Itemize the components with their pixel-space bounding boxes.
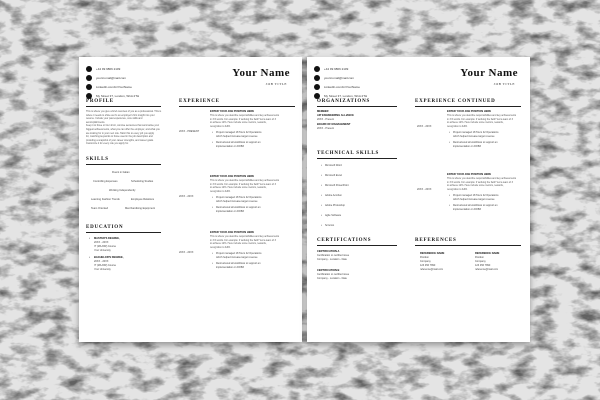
contact-email: yourcv.mail@mail.com [96,76,126,80]
job-title: ENTER YOUR JOB POSITION HERE [210,110,255,113]
org-dates: 20XX - Present [317,118,334,121]
tech-skill-item: • Microsoft PowerPoint [325,184,349,187]
reference-company: Company [420,260,431,263]
education-dates: 20XX - 20XX [94,241,109,244]
linkedin-icon [86,84,92,90]
job-bullet: • Project managed 18 Tours 42 Operations [453,194,499,197]
skill-item: Learning Fashion Trends [91,198,120,201]
certifications-heading: CERTIFICATIONS [317,238,372,243]
reference-company: Company [475,260,486,263]
tech-skill-item: • Microsoft Word [325,164,342,167]
job-bullet: • Restructured all workflows to support an [453,141,497,144]
skills-rule [86,164,161,165]
skill-item: Controlling Expenses [93,180,118,183]
skill-item: Fluent in Italian [112,171,130,174]
cert-name: CERTIFICATION A [317,250,340,253]
job-bullet: • Restructured all workflows to support an [216,206,260,209]
education-degree: • BACHELOR'S DEGREE, [94,256,123,260]
skill-item: Team Oriented [91,207,109,210]
job-bullet-cont: which helped increase target revenue [216,200,258,203]
job-title: ENTER YOUR JOB POSITION HERE [210,231,255,234]
education-school: Your University [94,268,111,271]
job-bullet: • Project managed 18 Tours 42 Operations [216,196,262,199]
education-field: IT (MAJOR) Course [94,245,117,248]
job-bullet-cont: implementation on DOB3 [216,266,244,269]
tech-skill-item: • Agile Software [325,214,341,217]
phone-icon [314,66,320,72]
contact-linkedin: LinkedIn.com/in/YourName [96,85,132,89]
job-description: This is where you describe responsibilities and key achievements in 3-5 words. For example: if working the field? led a team of 3 to achieve 12%. Here include some metrics, rewards, recognition to fulfill. [210,235,280,249]
resume-name: Your Name [460,67,518,79]
phone-icon [86,66,92,72]
tech-skill-item: • Scrumio [325,224,334,227]
technical-skills-rule [317,158,397,159]
job-title: ENTER YOUR JOB POSITION HERE [447,110,492,113]
experience-rule [179,106,295,107]
job-dates: 20XX - 20XX [179,195,194,198]
job-title: ENTER YOUR JOB POSITION HERE [447,173,492,176]
job-dates: 20XX - PRESENT [179,130,200,133]
references-rule [415,245,521,246]
job-bullet-cont: which helped increase target revenue [453,198,495,201]
job-bullet-cont: which helped increase target revenue [453,135,495,138]
job-title: ENTER YOUR JOB POSITION HERE [210,175,255,178]
job-bullet: • Restructured all workflows to support an [453,204,497,207]
contact-block [314,65,367,101]
job-bullet: • Restructured all workflows to support an [216,262,260,265]
org-name: MEMBER [317,110,329,113]
job-bullet: • Restructured all workflows to support an [216,141,260,144]
job-dates: 20XX - 20XX [179,251,194,254]
references-heading: REFERENCES [415,238,457,243]
experience-heading: EXPERIENCE [179,99,220,104]
reference-position: Position [420,256,429,259]
resume-page-1 [79,57,302,342]
job-bullet-cont: implementation on DOB3 [453,145,481,148]
tech-skill-item: • Microsoft Excel [325,174,342,177]
profile-text: This is where you give a brief overview of you as a professional. This is where it needs to shine as it's an employer's first insight into your resume. Include your past experience, core skills and accomplishments. Keep it to three or four short, concise sentences that summarise your biggest achievements, what you can offer the employer, and what you are looking for in your next role. Tailor this to every job you apply for, matching keywords to those used in the job description and providing a snapshot of your career strengths, and career goals. Customize it for every role you apply for. [86,110,162,146]
job-bullet: • Project managed 18 Tours 42 Operations [453,131,499,134]
certifications-rule [317,245,397,246]
job-bullet-cont: which helped increase target revenue [216,135,258,138]
cert-name: CERTIFICATION B [317,269,340,272]
skill-item: Employee Relations [131,198,155,201]
job-description: This is where you describe responsibilities and key achievements in 3-5 words. For example: if working the field? led a team of 3 to achieve 12%. Here include some metrics, rewards, recognition to fulfill. [210,114,280,128]
cert-org: Certification or certified issue [317,254,350,257]
skills-heading: SKILLS [86,157,109,162]
job-bullet: • Project managed 18 Tours 42 Operations [216,131,262,134]
skill-item: Scheduling Studies [131,180,154,183]
job-dates: 20XX - 20XX [417,188,432,191]
job-bullet-cont: implementation on DOB3 [453,208,481,211]
contact-address: My Street 37, London, W1A 2TH [96,94,140,98]
contact-phone: +44 99 9866 2109 [324,67,349,71]
tech-skill-item: • Adobe Acrobat [325,194,341,197]
cert-org: Certification or certified issue [317,273,350,276]
contact-phone: +44 99 9866 2109 [96,67,121,71]
cert-meta: Company - Location - Date [317,277,347,280]
resume-job-title: JOB TITLE [265,82,287,86]
education-degree: • MASTER'S DEGREE, [94,237,120,241]
job-description: This is where you describe responsibilities and key achievements in 3-5 words. For example: if working the field? led a team of 3 to achieve 12%. Here include some metrics, rewards, recognition to fulfill. [447,177,517,191]
technical-skills-heading: TECHNICAL SKILLS [317,151,380,156]
experience-continued-heading: EXPERIENCE CONTINUED [415,99,496,104]
reference-phone: 123 456 7890 [420,264,436,267]
education-dates: 20XX - 20XX [94,260,109,263]
resume-page-2 [307,57,530,342]
org-name: BOARD OF MANAGEMENT [317,123,351,126]
skill-item: Merchandising Equipment [125,207,155,210]
job-bullet-cont: which helped increase target revenue [216,256,258,259]
education-heading: EDUCATION [86,225,124,230]
mail-icon [314,75,320,81]
job-bullet: • Project managed 18 Tours 42 Operations [216,252,262,255]
linkedin-icon [314,84,320,90]
education-rule [86,232,161,233]
contact-linkedin: LinkedIn.com/in/YourName [324,85,360,89]
org-dates: 20XX - Present [317,127,334,130]
organizations-rule [317,106,397,107]
job-bullet-cont: implementation on DOB3 [216,145,244,148]
organizations-heading: ORGANIZATIONS [317,99,371,104]
job-description: This is where you describe responsibilities and key achievements in 3-5 words. For example: if working the field? led a team of 3 to achieve 12%. Here include some metrics, rewards, recognition to fulfill. [210,179,280,193]
reference-name: REFERENCE NAME [420,252,445,255]
job-dates: 20XX - 20XX [417,125,432,128]
experience-continued-rule [415,106,521,107]
reference-email: reference@mail.com [420,268,444,271]
profile-rule [86,106,161,107]
org-sub: AIP ENGINEERING ALLIANCE [317,114,354,117]
contact-block [86,65,139,101]
job-bullet-cont: implementation on DOB3 [216,210,244,213]
reference-name: REFERENCE NAME [475,252,500,255]
resume-name: Your Name [232,67,290,79]
education-school: Your University [94,249,111,252]
education-field: IT (MAJOR) Course [94,264,117,267]
job-description: This is where you describe responsibilities and key achievements in 3-5 words. For example: if working the field? led a team of 3 to achieve 12%. Here include some metrics, rewards, recognition to fulfill. [447,114,517,128]
tech-skill-item: • Adobe Photoshop [325,204,345,207]
reference-position: Position [475,256,484,259]
reference-phone: 123 456 7890 [475,264,491,267]
mail-icon [86,75,92,81]
cert-meta: Company - Location - Date [317,258,347,261]
skill-item: Working Independently [109,189,136,192]
resume-job-title: JOB TITLE [493,82,515,86]
contact-address: My Street 37, London, W1A 2TH [324,94,368,98]
contact-email: yourcv.mail@mail.com [324,76,354,80]
profile-heading: PROFILE [86,99,114,104]
reference-email: reference@mail.com [475,268,499,271]
